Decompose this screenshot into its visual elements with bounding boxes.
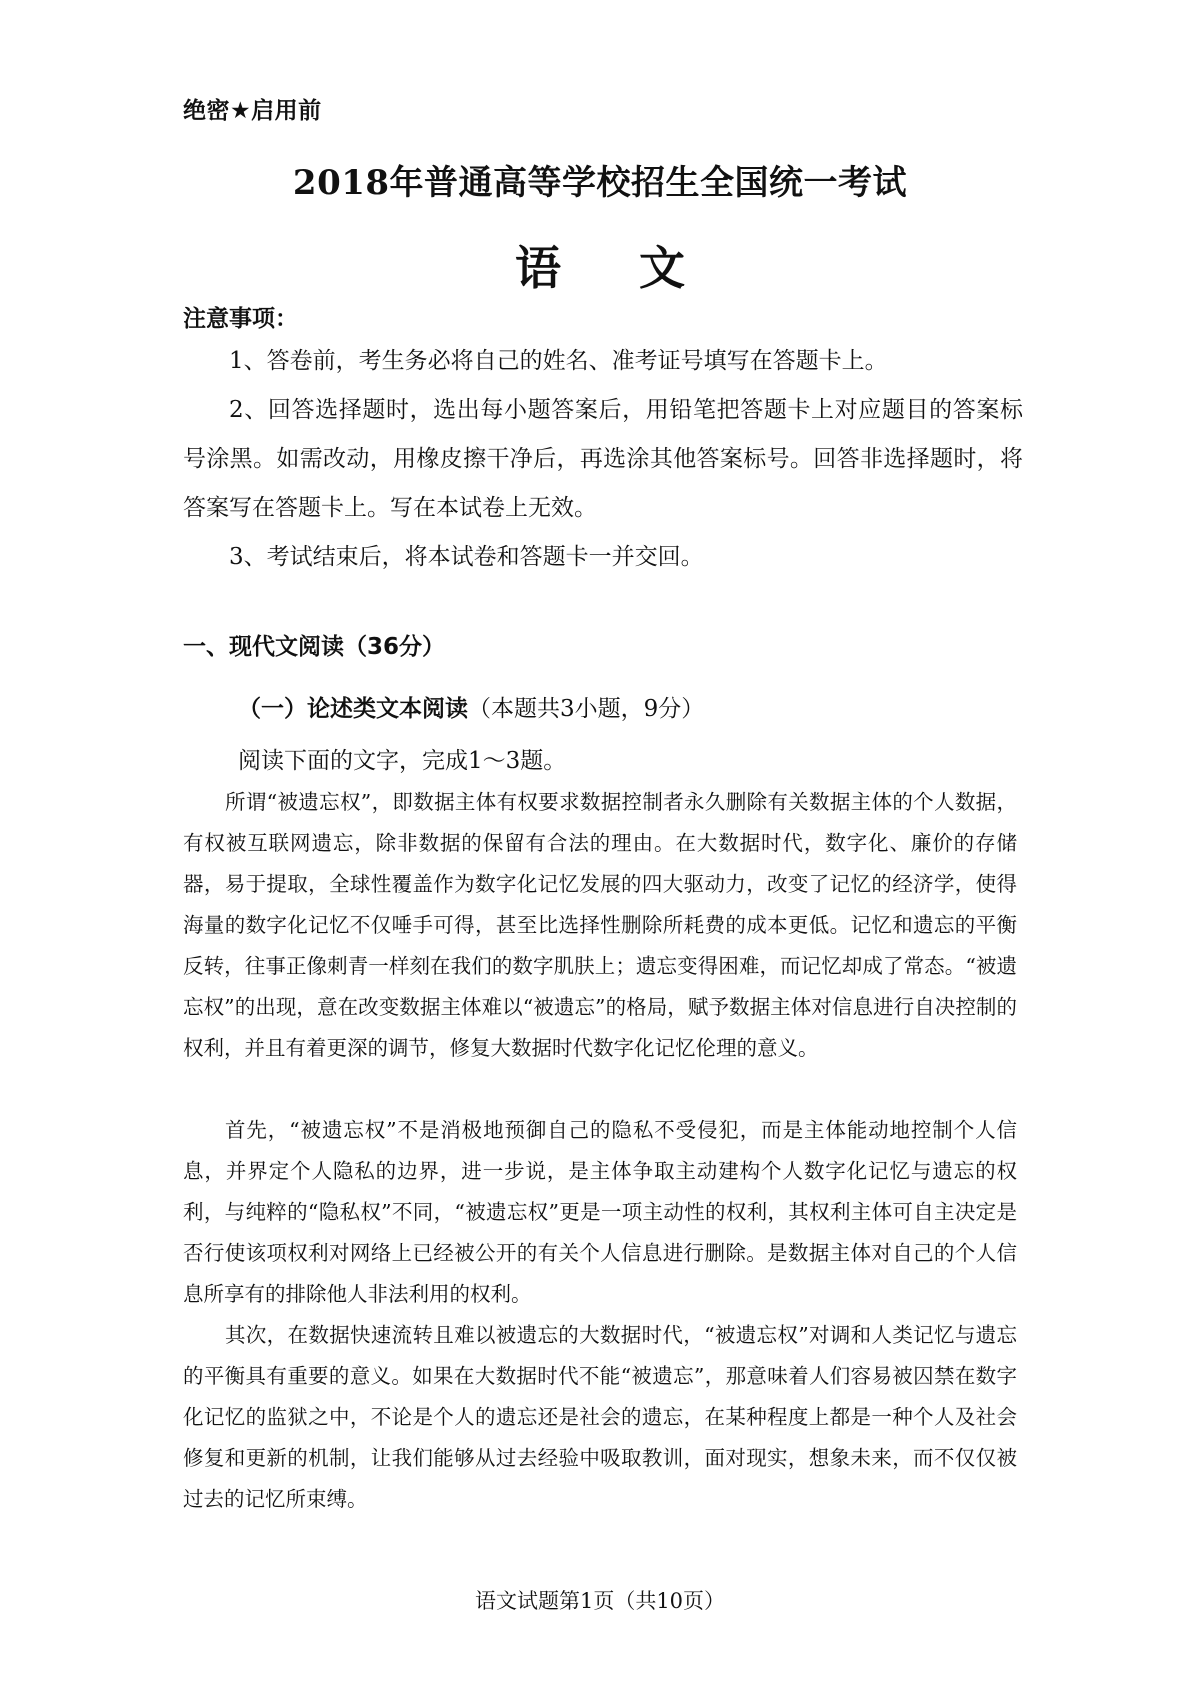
reading-instruction: 阅读下面的文字，完成1～3题。 [238,748,567,774]
exam-title: 2018年普通高等学校招生全国统一考试 [292,163,908,203]
passage-paragraph-2: 首先，“被遗忘权”不是消极地预御自己的隐私不受侵犯，而是主体能动地控制个人信息，并界定个人隐私的边界，进一步说，是主体争取主动建构个人数字化记忆与遗忘的权利，与纯粹的“隐私权”不同，“被遗忘权”更是一项主动性的权利，其权利主体可自主决定是否行使该项权利对网络上已经被公开的有关个人信息进行删除。是数据主体对自己的个人信息所享有的排除他人非法利用的权利。 [183,1118,1017,1306]
subsection-title [238,690,704,723]
notice-item-2: 2、回答选择题时，选出每小题答案后，用铅笔把答题卡上对应题目的答案标号涂黑。如需改动，用橡皮擦干净后，再选涂其他答案标号。回答非选择题时，将答案写在答题卡上。写在本试卷上无效。 [183,397,1023,521]
passage-paragraph-3: 其次，在数据快速流转且难以被遗忘的大数据时代，“被遗忘权”对调和人类记忆与遗忘的平衡具有重要的意义。如果在大数据时代不能“被遗忘”，那意味着人们容易被囚禁在数字化记忆的监狱之中，不论是个人的遗忘还是社会的遗忘，在某种程度上都是一种个人及社会修复和更新的机制，让我们能够从过去经验中吸取教训，面对现实，想象未来，而不仅仅被过去的记忆所束缚。 [183,1323,1017,1511]
notice-heading: 注意事项： [183,306,298,332]
section-title: 一、现代文阅读（36分） [183,634,446,660]
notice-item-1: 1、答卷前，考生务必将自己的姓名、准考证号填写在答题卡上。 [229,348,888,374]
confidential-mark: 绝密★启用前 [183,98,322,124]
subsection-score: （本题共3小题，9分） [468,696,705,722]
page-footer: 语文试题第1页（共10页） [474,1589,726,1613]
passage-paragraph-1: 所谓“被遗忘权”，即数据主体有权要求数据控制者永久删除有关数据主体的个人数据，有权被互联网遗忘，除非数据的保留有合法的理由。在大数据时代，数字化、廉价的存储器，易于提取，全球性覆盖作为数字化记忆发展的四大驱动力，改变了记忆的经济学，使得海量的数字化记忆不仅唾手可得，甚至比选择性删除所耗费的成本更低。记忆和遗忘的平衡反转，往事正像刺青一样刻在我们的数字肌肤上；遗忘变得困难，而记忆却成了常态。“被遗忘权”的出现，意在改变数据主体难以“被遗忘”的格局，赋予数据主体对信息进行自决控制的权利，并且有着更深的调节，修复大数据时代数字化记忆伦理的意义。 [183,790,1017,1060]
subject-title: 语文 [515,241,763,295]
notice-item-3: 3、考试结束后，将本试卷和答题卡一并交回。 [229,544,704,570]
subsection-name: （一）论述类文本阅读 [238,696,468,722]
